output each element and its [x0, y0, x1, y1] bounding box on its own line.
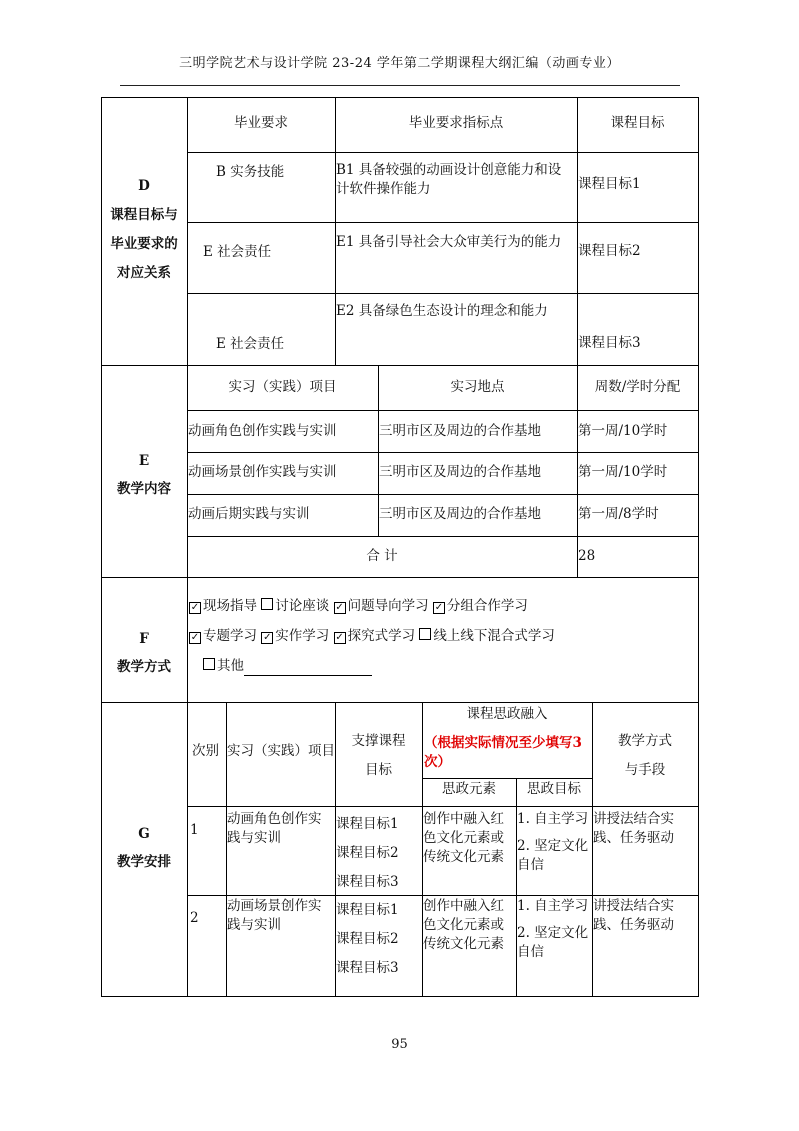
- d-row2-goal: 课程目标2: [578, 243, 641, 259]
- d-header-requirement: 毕业要求: [234, 115, 288, 131]
- d-row2-requirement: E 社会责任: [203, 244, 272, 260]
- e-row3-project: 动画后期实践与实训: [188, 506, 310, 522]
- g-header-element: 思政元素: [442, 781, 496, 797]
- f-options-line3: [203, 657, 372, 676]
- method-option-5[interactable]: ✓ 实作学习: [263, 628, 330, 644]
- e-header-time: 周数/学时分配: [594, 379, 681, 395]
- e-row2-place: 三明市区及周边的合作基地: [379, 464, 541, 480]
- d-row1-requirement: B 实务技能: [216, 164, 285, 180]
- e-row3-time: 第一周/8学时: [578, 506, 659, 522]
- f-options-line1: [189, 597, 528, 616]
- method-option-3[interactable]: ✓ 分组合作学习: [434, 598, 528, 614]
- d-row3-indicator: E2 具备绿色生态设计的理念和能力: [336, 303, 548, 319]
- g-header-method: 教学方式 与手段: [618, 733, 672, 778]
- method-option-6[interactable]: ✓ 探究式学习: [335, 628, 416, 644]
- g-row1-project: 动画角色创作实践与实训: [227, 811, 322, 846]
- g-row2-project: 动画场景创作实践与实训: [227, 898, 322, 933]
- method-option-2[interactable]: ✓ 问题导向学习: [335, 598, 429, 614]
- g-header-ideology: 课程思政融入: [466, 706, 548, 722]
- section-g-label: G 教学安排: [117, 826, 171, 870]
- d-row3-requirement: E 社会责任: [216, 336, 285, 352]
- g-row2-index: 2: [190, 910, 199, 926]
- e-header-place: 实习地点: [450, 379, 505, 395]
- method-option-1[interactable]: 讨论座谈: [261, 598, 329, 614]
- g-header-support: 支撑课程 目标: [351, 733, 406, 778]
- g-row1-method: 讲授法结合实践、任务驱动: [593, 811, 674, 846]
- d-row2-indicator: E1 具备引导社会大众审美行为的能力: [336, 234, 562, 250]
- e-row1-place: 三明市区及周边的合作基地: [379, 423, 541, 439]
- e-row1-time: 第一周/10学时: [578, 423, 668, 439]
- checkbox-checked-icon[interactable]: ✓: [263, 632, 272, 643]
- page-number: 95: [391, 1037, 408, 1052]
- g-row2-goals: 1. 自主学习 2. 坚定文化自信: [517, 898, 589, 960]
- other-blank-field[interactable]: [244, 661, 372, 676]
- method-option-7[interactable]: 线上线下混合式学习: [419, 628, 555, 644]
- e-row2-time: 第一周/10学时: [578, 464, 668, 480]
- checkbox-checked-icon[interactable]: ✓: [434, 602, 444, 613]
- g-row2-element: 创作中融入红色文化元素或传统文化元素: [423, 898, 504, 952]
- section-e-label: E 教学内容: [117, 453, 171, 497]
- method-option-8[interactable]: 其他: [203, 658, 244, 674]
- d-row3-goal: 课程目标3: [578, 335, 641, 351]
- checkbox-checked-icon[interactable]: ✓: [335, 632, 344, 643]
- g-row1-element: 创作中融入红色文化元素或传统文化元素: [423, 811, 504, 865]
- checkbox-checked-icon[interactable]: ✓: [190, 632, 200, 643]
- d-header-goal: 课程目标: [610, 115, 665, 131]
- header-rule: [120, 85, 680, 86]
- e-total-value: 28: [578, 548, 596, 564]
- checkbox-empty-icon[interactable]: [419, 628, 431, 640]
- g-row1-index: 1: [190, 822, 199, 838]
- e-row2-project: 动画场景创作实践与实训: [188, 464, 337, 480]
- checkbox-checked-icon[interactable]: ✓: [190, 602, 200, 613]
- e-row3-place: 三明市区及周边的合作基地: [379, 506, 541, 522]
- section-f-label: F 教学方式: [117, 631, 171, 675]
- g-row1-goals: 1. 自主学习 2. 坚定文化自信: [517, 811, 589, 873]
- f-options-line2: [189, 627, 555, 646]
- g-header-goal: 思政目标: [527, 781, 581, 797]
- g-header-index: 次别: [192, 743, 219, 759]
- method-option-0[interactable]: ✓ 现场指导: [190, 598, 257, 614]
- g-row1-support: 课程目标1 课程目标2 课程目标3: [336, 816, 399, 890]
- g-row2-support: 课程目标1 课程目标2 课程目标3: [336, 902, 399, 976]
- section-d-label: D 课程目标与 毕业要求的 对应关系: [110, 178, 178, 281]
- method-option-4[interactable]: ✓ 专题学习: [190, 628, 257, 644]
- d-row1-indicator: B1 具备较强的动画设计创意能力和设计软件操作能力: [336, 162, 562, 197]
- d-row1-goal: 课程目标1: [578, 176, 641, 192]
- e-total-label: 合 计: [366, 548, 398, 564]
- g-row2-method: 讲授法结合实践、任务驱动: [593, 898, 674, 933]
- e-row1-project: 动画角色创作实践与实训: [188, 423, 337, 439]
- checkbox-empty-icon[interactable]: [203, 658, 215, 670]
- checkbox-checked-icon[interactable]: ✓: [335, 602, 344, 613]
- g-header-ideology-note: （根据实际情况至少填写3次）: [424, 735, 582, 770]
- checkbox-empty-icon[interactable]: [261, 598, 273, 610]
- e-header-project: 实习（实践）项目: [228, 379, 337, 395]
- page-header: 三明学院艺术与设计学院 23-24 学年第二学期课程大纲汇编（动画专业）: [179, 56, 620, 71]
- d-header-indicator: 毕业要求指标点: [408, 115, 504, 131]
- g-header-project: 实习（实践）项目: [227, 743, 335, 759]
